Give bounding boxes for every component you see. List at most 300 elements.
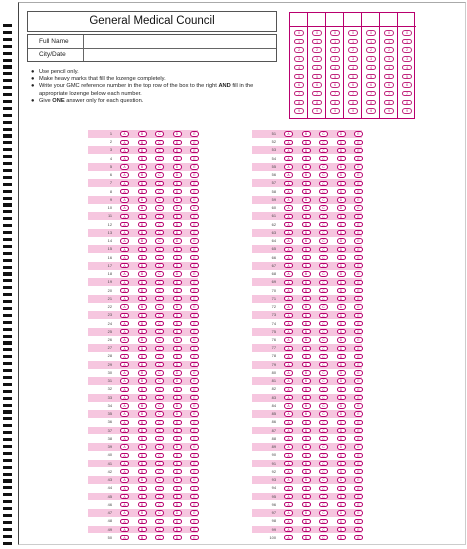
answer-lozenge-d[interactable]: D [173,527,182,532]
answer-lozenge-c[interactable]: C [155,461,164,466]
answer-lozenge-d[interactable]: D [173,164,182,169]
answer-lozenge-c[interactable]: C [319,461,328,466]
answer-lozenge-d[interactable]: D [337,197,346,202]
answer-lozenge-a[interactable]: A [284,313,293,318]
answer-lozenge-a[interactable]: A [284,362,293,367]
answer-lozenge-e[interactable]: E [190,346,199,351]
answer-lozenge-d[interactable]: D [173,411,182,416]
answer-lozenge-c[interactable]: C [319,436,328,441]
answer-lozenge-d[interactable]: D [337,444,346,449]
answer-lozenge-c[interactable]: C [319,370,328,375]
gmc-digit-entry-box[interactable] [326,13,343,27]
answer-lozenge-d[interactable]: D [173,337,182,342]
answer-lozenge-d[interactable]: D [337,230,346,235]
answer-lozenge-b[interactable]: B [138,337,147,342]
answer-lozenge-d[interactable]: D [337,436,346,441]
answer-lozenge-e[interactable]: E [354,337,363,342]
answer-lozenge-c[interactable]: C [319,172,328,177]
answer-lozenge-e[interactable]: E [190,469,199,474]
answer-lozenge-e[interactable]: E [190,403,199,408]
answer-lozenge-c[interactable]: C [155,510,164,515]
answer-lozenge-e[interactable]: E [354,197,363,202]
answer-lozenge-c[interactable]: C [155,535,164,540]
gmc-digit-entry-box[interactable] [380,13,397,27]
answer-lozenge-b[interactable]: B [302,280,311,285]
answer-lozenge-b[interactable]: B [138,313,147,318]
answer-lozenge-a[interactable]: A [284,436,293,441]
answer-lozenge-c[interactable]: C [155,230,164,235]
gmc-digit-lozenge[interactable]: 6 [366,82,376,88]
gmc-digit-entry-box[interactable] [362,13,379,27]
answer-lozenge-d[interactable]: D [337,354,346,359]
answer-lozenge-a[interactable]: A [284,271,293,276]
answer-lozenge-d[interactable]: D [337,387,346,392]
answer-lozenge-d[interactable]: D [173,387,182,392]
gmc-digit-lozenge[interactable]: 8 [384,100,394,106]
answer-lozenge-d[interactable]: D [337,411,346,416]
answer-lozenge-b[interactable]: B [138,172,147,177]
answer-lozenge-c[interactable]: C [155,247,164,252]
answer-lozenge-b[interactable]: B [302,395,311,400]
answer-lozenge-a[interactable]: A [284,486,293,491]
gmc-digit-lozenge[interactable]: 6 [402,82,412,88]
answer-lozenge-c[interactable]: C [319,156,328,161]
answer-lozenge-e[interactable]: E [354,247,363,252]
answer-lozenge-e[interactable]: E [354,164,363,169]
answer-lozenge-d[interactable]: D [173,535,182,540]
answer-lozenge-b[interactable]: B [302,362,311,367]
answer-lozenge-b[interactable]: B [138,370,147,375]
answer-lozenge-b[interactable]: B [302,238,311,243]
answer-lozenge-b[interactable]: B [138,222,147,227]
answer-lozenge-c[interactable]: C [155,238,164,243]
answer-lozenge-d[interactable]: D [173,403,182,408]
answer-lozenge-b[interactable]: B [138,436,147,441]
answer-lozenge-d[interactable]: D [337,453,346,458]
answer-lozenge-e[interactable]: E [354,477,363,482]
answer-lozenge-d[interactable]: D [337,403,346,408]
answer-lozenge-e[interactable]: E [190,197,199,202]
answer-lozenge-a[interactable]: A [284,304,293,309]
answer-lozenge-c[interactable]: C [155,288,164,293]
answer-lozenge-b[interactable]: B [302,164,311,169]
gmc-digit-lozenge[interactable]: 1 [330,39,340,45]
answer-lozenge-e[interactable]: E [354,444,363,449]
answer-lozenge-c[interactable]: C [319,214,328,219]
answer-lozenge-c[interactable]: C [319,411,328,416]
answer-lozenge-b[interactable]: B [138,403,147,408]
answer-lozenge-c[interactable]: C [319,181,328,186]
gmc-digit-lozenge[interactable]: 8 [402,100,412,106]
answer-lozenge-b[interactable]: B [302,140,311,145]
answer-lozenge-c[interactable]: C [319,337,328,342]
answer-lozenge-c[interactable]: C [319,131,328,136]
answer-lozenge-e[interactable]: E [190,337,199,342]
answer-lozenge-b[interactable]: B [138,247,147,252]
answer-lozenge-b[interactable]: B [138,164,147,169]
gmc-digit-entry-box[interactable] [290,13,307,27]
answer-lozenge-d[interactable]: D [337,461,346,466]
answer-lozenge-b[interactable]: B [138,444,147,449]
answer-lozenge-c[interactable]: C [319,477,328,482]
answer-lozenge-e[interactable]: E [354,214,363,219]
answer-lozenge-c[interactable]: C [319,238,328,243]
gmc-digit-lozenge[interactable]: 9 [294,108,304,114]
answer-lozenge-b[interactable]: B [138,510,147,515]
answer-lozenge-e[interactable]: E [190,453,199,458]
gmc-digit-entry-box[interactable] [308,13,325,27]
answer-lozenge-e[interactable]: E [190,428,199,433]
answer-lozenge-a[interactable]: A [284,164,293,169]
answer-lozenge-a[interactable]: A [120,288,129,293]
answer-lozenge-c[interactable]: C [319,263,328,268]
answer-lozenge-a[interactable]: A [284,214,293,219]
answer-lozenge-c[interactable]: C [319,321,328,326]
answer-lozenge-b[interactable]: B [302,214,311,219]
answer-lozenge-b[interactable]: B [138,362,147,367]
answer-lozenge-e[interactable]: E [354,370,363,375]
answer-lozenge-d[interactable]: D [337,337,346,342]
answer-lozenge-d[interactable]: D [173,238,182,243]
answer-lozenge-b[interactable]: B [138,156,147,161]
answer-lozenge-e[interactable]: E [190,436,199,441]
answer-lozenge-e[interactable]: E [354,181,363,186]
answer-lozenge-d[interactable]: D [173,477,182,482]
answer-lozenge-e[interactable]: E [354,131,363,136]
answer-lozenge-e[interactable]: E [354,535,363,540]
answer-lozenge-e[interactable]: E [354,403,363,408]
gmc-digit-lozenge[interactable]: 0 [384,30,394,36]
answer-lozenge-a[interactable]: A [120,271,129,276]
answer-lozenge-a[interactable]: A [120,337,129,342]
answer-lozenge-e[interactable]: E [190,395,199,400]
answer-lozenge-a[interactable]: A [284,461,293,466]
gmc-digit-lozenge[interactable]: 5 [348,74,358,80]
gmc-digit-lozenge[interactable]: 1 [384,39,394,45]
answer-lozenge-d[interactable]: D [173,288,182,293]
gmc-digit-lozenge[interactable]: 1 [402,39,412,45]
answer-lozenge-b[interactable]: B [302,148,311,153]
answer-lozenge-a[interactable]: A [284,222,293,227]
answer-lozenge-c[interactable]: C [319,527,328,532]
answer-lozenge-c[interactable]: C [155,486,164,491]
answer-lozenge-e[interactable]: E [354,494,363,499]
answer-lozenge-a[interactable]: A [284,428,293,433]
answer-lozenge-b[interactable]: B [138,411,147,416]
answer-lozenge-d[interactable]: D [337,238,346,243]
answer-lozenge-a[interactable]: A [120,461,129,466]
answer-lozenge-a[interactable]: A [120,346,129,351]
answer-lozenge-b[interactable]: B [138,519,147,524]
answer-lozenge-e[interactable]: E [190,148,199,153]
answer-lozenge-e[interactable]: E [190,420,199,425]
gmc-digit-lozenge[interactable]: 3 [366,56,376,62]
answer-lozenge-a[interactable]: A [284,131,293,136]
answer-lozenge-d[interactable]: D [337,362,346,367]
answer-lozenge-a[interactable]: A [284,189,293,194]
answer-lozenge-c[interactable]: C [155,164,164,169]
answer-lozenge-b[interactable]: B [138,296,147,301]
answer-lozenge-d[interactable]: D [173,313,182,318]
answer-lozenge-b[interactable]: B [302,370,311,375]
answer-lozenge-e[interactable]: E [190,172,199,177]
answer-lozenge-d[interactable]: D [337,148,346,153]
answer-lozenge-c[interactable]: C [319,140,328,145]
answer-lozenge-d[interactable]: D [337,222,346,227]
answer-lozenge-d[interactable]: D [337,535,346,540]
answer-lozenge-e[interactable]: E [190,214,199,219]
answer-lozenge-e[interactable]: E [354,156,363,161]
answer-lozenge-d[interactable]: D [173,214,182,219]
answer-lozenge-d[interactable]: D [337,214,346,219]
answer-lozenge-e[interactable]: E [354,420,363,425]
answer-lozenge-d[interactable]: D [173,395,182,400]
answer-lozenge-c[interactable]: C [319,255,328,260]
answer-lozenge-c[interactable]: C [319,378,328,383]
answer-lozenge-d[interactable]: D [173,271,182,276]
answer-lozenge-c[interactable]: C [319,469,328,474]
gmc-digit-lozenge[interactable]: 3 [294,56,304,62]
answer-lozenge-d[interactable]: D [337,420,346,425]
answer-lozenge-b[interactable]: B [302,444,311,449]
gmc-digit-lozenge[interactable]: 6 [330,82,340,88]
answer-lozenge-c[interactable]: C [155,477,164,482]
answer-lozenge-b[interactable]: B [138,535,147,540]
gmc-digit-lozenge[interactable]: 4 [366,65,376,71]
answer-lozenge-a[interactable]: A [120,238,129,243]
answer-lozenge-a[interactable]: A [284,354,293,359]
answer-lozenge-d[interactable]: D [173,486,182,491]
gmc-digit-lozenge[interactable]: 0 [330,30,340,36]
answer-lozenge-a[interactable]: A [120,205,129,210]
answer-lozenge-e[interactable]: E [190,164,199,169]
answer-lozenge-a[interactable]: A [120,131,129,136]
answer-lozenge-c[interactable]: C [155,131,164,136]
answer-lozenge-e[interactable]: E [354,148,363,153]
answer-lozenge-d[interactable]: D [337,280,346,285]
answer-lozenge-b[interactable]: B [138,255,147,260]
answer-lozenge-b[interactable]: B [302,197,311,202]
answer-lozenge-a[interactable]: A [284,502,293,507]
gmc-digit-lozenge[interactable]: 6 [294,82,304,88]
answer-lozenge-a[interactable]: A [284,288,293,293]
answer-lozenge-c[interactable]: C [155,214,164,219]
answer-lozenge-a[interactable]: A [120,494,129,499]
answer-lozenge-a[interactable]: A [120,164,129,169]
answer-lozenge-a[interactable]: A [284,527,293,532]
answer-lozenge-b[interactable]: B [302,205,311,210]
answer-lozenge-b[interactable]: B [302,230,311,235]
answer-lozenge-a[interactable]: A [284,453,293,458]
gmc-digit-lozenge[interactable]: 3 [402,56,412,62]
answer-lozenge-a[interactable]: A [284,181,293,186]
answer-lozenge-d[interactable]: D [337,519,346,524]
answer-lozenge-d[interactable]: D [337,428,346,433]
answer-lozenge-a[interactable]: A [120,197,129,202]
answer-lozenge-d[interactable]: D [173,156,182,161]
answer-lozenge-d[interactable]: D [173,280,182,285]
answer-lozenge-a[interactable]: A [284,346,293,351]
answer-lozenge-c[interactable]: C [319,296,328,301]
answer-lozenge-d[interactable]: D [173,420,182,425]
gmc-digit-lozenge[interactable]: 7 [348,91,358,97]
answer-lozenge-d[interactable]: D [337,205,346,210]
answer-lozenge-a[interactable]: A [284,197,293,202]
answer-lozenge-e[interactable]: E [190,181,199,186]
answer-lozenge-c[interactable]: C [155,222,164,227]
answer-lozenge-b[interactable]: B [138,494,147,499]
answer-lozenge-e[interactable]: E [190,280,199,285]
answer-lozenge-d[interactable]: D [173,510,182,515]
gmc-digit-lozenge[interactable]: 9 [312,108,322,114]
answer-lozenge-d[interactable]: D [337,304,346,309]
answer-lozenge-c[interactable]: C [155,411,164,416]
answer-lozenge-e[interactable]: E [354,205,363,210]
answer-lozenge-b[interactable]: B [138,214,147,219]
answer-lozenge-c[interactable]: C [319,420,328,425]
answer-lozenge-d[interactable]: D [173,296,182,301]
answer-lozenge-c[interactable]: C [155,403,164,408]
answer-lozenge-d[interactable]: D [337,172,346,177]
answer-lozenge-b[interactable]: B [302,436,311,441]
gmc-digit-lozenge[interactable]: 4 [402,65,412,71]
answer-lozenge-e[interactable]: E [354,313,363,318]
answer-lozenge-a[interactable]: A [120,420,129,425]
answer-lozenge-d[interactable]: D [173,461,182,466]
answer-lozenge-a[interactable]: A [120,172,129,177]
answer-lozenge-b[interactable]: B [138,181,147,186]
answer-lozenge-d[interactable]: D [337,313,346,318]
answer-lozenge-d[interactable]: D [173,453,182,458]
answer-lozenge-b[interactable]: B [138,354,147,359]
answer-lozenge-b[interactable]: B [302,131,311,136]
answer-lozenge-a[interactable]: A [120,156,129,161]
answer-lozenge-e[interactable]: E [190,461,199,466]
answer-lozenge-d[interactable]: D [337,296,346,301]
answer-lozenge-c[interactable]: C [155,346,164,351]
answer-lozenge-d[interactable]: D [337,378,346,383]
answer-lozenge-e[interactable]: E [190,247,199,252]
answer-lozenge-c[interactable]: C [155,329,164,334]
answer-lozenge-c[interactable]: C [155,172,164,177]
answer-lozenge-a[interactable]: A [120,436,129,441]
answer-lozenge-b[interactable]: B [138,477,147,482]
answer-lozenge-a[interactable]: A [120,403,129,408]
answer-lozenge-e[interactable]: E [354,321,363,326]
answer-lozenge-e[interactable]: E [354,271,363,276]
gmc-digit-lozenge[interactable]: 2 [294,47,304,53]
answer-lozenge-d[interactable]: D [173,222,182,227]
answer-lozenge-c[interactable]: C [319,444,328,449]
gmc-digit-lozenge[interactable]: 5 [384,74,394,80]
answer-lozenge-c[interactable]: C [319,387,328,392]
answer-lozenge-d[interactable]: D [337,469,346,474]
answer-lozenge-c[interactable]: C [319,453,328,458]
answer-lozenge-c[interactable]: C [155,140,164,145]
answer-lozenge-c[interactable]: C [319,222,328,227]
answer-lozenge-d[interactable]: D [173,436,182,441]
answer-lozenge-b[interactable]: B [302,510,311,515]
answer-lozenge-a[interactable]: A [284,444,293,449]
answer-lozenge-b[interactable]: B [138,140,147,145]
answer-lozenge-b[interactable]: B [302,247,311,252]
gmc-digit-lozenge[interactable]: 3 [330,56,340,62]
answer-lozenge-a[interactable]: A [120,535,129,540]
answer-lozenge-b[interactable]: B [138,395,147,400]
answer-lozenge-a[interactable]: A [120,486,129,491]
answer-lozenge-b[interactable]: B [138,453,147,458]
answer-lozenge-a[interactable]: A [120,321,129,326]
answer-lozenge-a[interactable]: A [284,378,293,383]
answer-lozenge-e[interactable]: E [190,362,199,367]
answer-lozenge-e[interactable]: E [190,222,199,227]
answer-lozenge-a[interactable]: A [284,296,293,301]
answer-lozenge-e[interactable]: E [190,535,199,540]
answer-lozenge-a[interactable]: A [284,205,293,210]
answer-lozenge-c[interactable]: C [155,197,164,202]
answer-lozenge-c[interactable]: C [155,494,164,499]
answer-lozenge-e[interactable]: E [354,387,363,392]
answer-lozenge-c[interactable]: C [319,535,328,540]
answer-lozenge-b[interactable]: B [302,181,311,186]
answer-lozenge-b[interactable]: B [302,411,311,416]
answer-lozenge-a[interactable]: A [120,189,129,194]
answer-lozenge-a[interactable]: A [120,247,129,252]
answer-lozenge-b[interactable]: B [138,502,147,507]
answer-lozenge-d[interactable]: D [337,477,346,482]
answer-lozenge-b[interactable]: B [302,222,311,227]
answer-lozenge-d[interactable]: D [337,140,346,145]
gmc-digit-lozenge[interactable]: 2 [384,47,394,53]
answer-lozenge-d[interactable]: D [173,205,182,210]
answer-lozenge-c[interactable]: C [155,280,164,285]
answer-lozenge-a[interactable]: A [120,453,129,458]
answer-lozenge-c[interactable]: C [319,346,328,351]
answer-lozenge-a[interactable]: A [120,263,129,268]
answer-lozenge-c[interactable]: C [155,271,164,276]
answer-lozenge-d[interactable]: D [337,486,346,491]
answer-lozenge-e[interactable]: E [354,263,363,268]
answer-lozenge-d[interactable]: D [173,321,182,326]
answer-lozenge-b[interactable]: B [302,420,311,425]
gmc-digit-lozenge[interactable]: 5 [402,74,412,80]
answer-lozenge-c[interactable]: C [319,403,328,408]
answer-lozenge-e[interactable]: E [190,354,199,359]
answer-lozenge-c[interactable]: C [155,321,164,326]
answer-lozenge-a[interactable]: A [284,172,293,177]
gmc-digit-lozenge[interactable]: 2 [312,47,322,53]
answer-lozenge-b[interactable]: B [302,329,311,334]
answer-lozenge-a[interactable]: A [120,354,129,359]
answer-lozenge-b[interactable]: B [138,461,147,466]
answer-lozenge-a[interactable]: A [120,387,129,392]
gmc-digit-lozenge[interactable]: 9 [402,108,412,114]
gmc-digit-lozenge[interactable]: 5 [294,74,304,80]
answer-lozenge-d[interactable]: D [173,469,182,474]
gmc-digit-lozenge[interactable]: 0 [366,30,376,36]
answer-lozenge-e[interactable]: E [190,486,199,491]
answer-lozenge-a[interactable]: A [284,156,293,161]
gmc-digit-lozenge[interactable]: 1 [312,39,322,45]
gmc-digit-lozenge[interactable]: 8 [366,100,376,106]
answer-lozenge-c[interactable]: C [319,280,328,285]
answer-lozenge-a[interactable]: A [284,148,293,153]
gmc-digit-lozenge[interactable]: 0 [312,30,322,36]
gmc-digit-lozenge[interactable]: 3 [348,56,358,62]
answer-lozenge-c[interactable]: C [155,189,164,194]
answer-lozenge-b[interactable]: B [302,313,311,318]
answer-lozenge-b[interactable]: B [302,271,311,276]
